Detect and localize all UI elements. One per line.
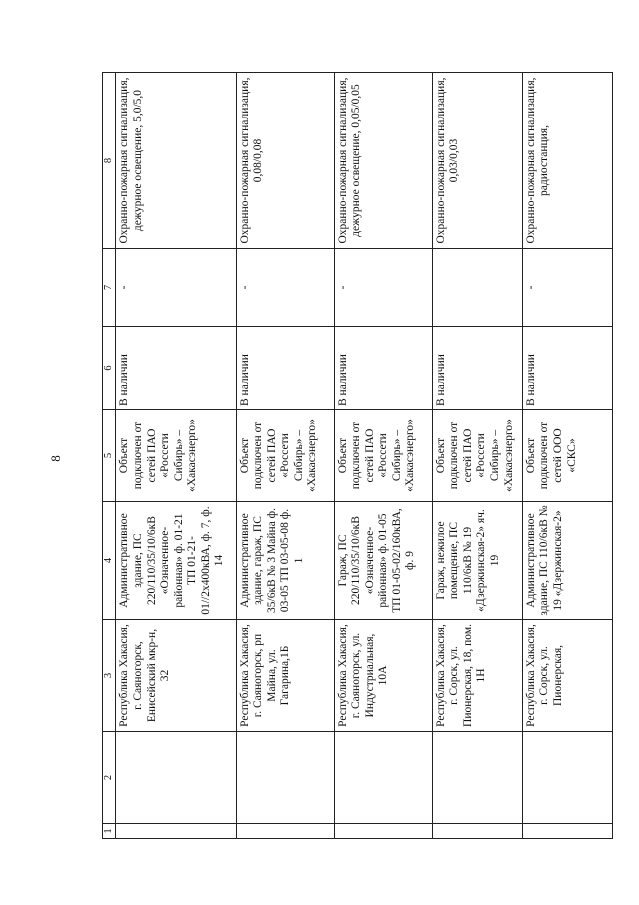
- cell-connection: Объект подключен от сетей ПАО «Россети Сибирь» – «Хакасэнерго»: [236, 410, 334, 502]
- cell-supply: Административное здание, гараж, ПС 35/6кВ № 3 Майна ф. 03-05 ТП 03-05-08 ф. 1: [236, 502, 334, 620]
- cell-col7: -: [334, 249, 432, 327]
- table-row: [522, 73, 612, 839]
- header-col-7: 7: [103, 249, 116, 327]
- rotated-table: [102, 73, 613, 839]
- cell-col1: [116, 824, 236, 839]
- cell-availability: В наличии: [522, 327, 612, 410]
- header-col-4: 4: [103, 502, 116, 620]
- cell-connection: Объект подключен от сетей ПАО «Россети Сибирь» – «Хакасэнерго»: [432, 410, 522, 502]
- document-table-area: [102, 73, 613, 839]
- cell-col7: [432, 249, 522, 327]
- cell-supply: Гараж, ПС 220/110/35/10/6кВ «Означенное-районная» ф. 01-05 ТП 01-05-02/160кВА, ф. 9: [334, 502, 432, 620]
- table-row: [334, 73, 432, 839]
- cell-address: Республика Хакасия, г. Саяногорск, рп Майна, ул. Гагарина,1Б: [236, 620, 334, 732]
- cell-availability: В наличии: [236, 327, 334, 410]
- cell-connection: Объект подключен от сетей ПАО «Россети Сибирь» – «Хакасэнерго»: [116, 410, 236, 502]
- cell-col2: [334, 732, 432, 824]
- cell-col1: [236, 824, 334, 839]
- table-row: [236, 73, 334, 839]
- cell-address: Республика Хакасия, г. Сорск, ул. Пионерская,: [522, 620, 612, 732]
- header-col-6: 6: [103, 327, 116, 410]
- cell-supply: Гараж, нежилое помещение, ПС 110/6кВ № 19 «Дзержинская-2» яч. 19: [432, 502, 522, 620]
- cell-col1: [522, 824, 612, 839]
- cell-address: Республика Хакасия, г. Саяногорск, ул. Индустриальная, 10А: [334, 620, 432, 732]
- table-header-row: [103, 73, 116, 839]
- table-row: [116, 73, 236, 839]
- cell-col1: [334, 824, 432, 839]
- cell-supply: Административное здание, ПС 110/6кВ № 19 «Дзержинская-2»: [522, 502, 612, 620]
- cell-col2: [236, 732, 334, 824]
- header-col-2: 2: [103, 732, 116, 824]
- cell-connection: Объект подключен от сетей ООО «СКС»: [522, 410, 612, 502]
- cell-col7: -: [522, 249, 612, 327]
- cell-col1: [432, 824, 522, 839]
- page-number: 8: [47, 455, 63, 462]
- cell-col2: [116, 732, 236, 824]
- header-col-5: 5: [103, 410, 116, 502]
- cell-col7: -: [116, 249, 236, 327]
- header-col-8: 8: [103, 73, 116, 249]
- cell-availability: В наличии: [334, 327, 432, 410]
- cell-col7: -: [236, 249, 334, 327]
- facilities-table: [102, 72, 613, 839]
- cell-availability: В наличии: [116, 327, 236, 410]
- header-col-1: 1: [103, 824, 116, 839]
- cell-address: Республика Хакасия, г. Саяногорск, Енисейский мкр-н, 32: [116, 620, 236, 732]
- cell-connection: Объект подключен от сетей ПАО «Россети Сибирь» – «Хакасэнерго»: [334, 410, 432, 502]
- cell-col8: Охранно-пожарная сигнализация, 0,08/0,08: [236, 73, 334, 249]
- cell-col8: Охранно-пожарная сигнализация, дежурное освещение, 5,0/5,0: [116, 73, 236, 249]
- header-col-3: 3: [103, 620, 116, 732]
- cell-col8: Охранно-пожарная сигнализация, 0,03/0,03: [432, 73, 522, 249]
- cell-col8: Охранно-пожарная сигнализация, радиостанция,: [522, 73, 612, 249]
- cell-supply: Административное здание, ПС 220/110/35/10/6кВ «Означенное-районная» ф. 01-21 ТП 01-21-01//2х400кВА, ф. 7, ф. 14: [116, 502, 236, 620]
- cell-col2: [522, 732, 612, 824]
- table-row: [432, 73, 522, 839]
- cell-address: Республика Хакасия, г. Сорск, ул. Пионерская, 18, пом. 1Н: [432, 620, 522, 732]
- cell-col2: [432, 732, 522, 824]
- cell-availability: В наличии: [432, 327, 522, 410]
- cell-col8: Охранно-пожарная сигнализация, дежурное освещение, 0,05/0,05: [334, 73, 432, 249]
